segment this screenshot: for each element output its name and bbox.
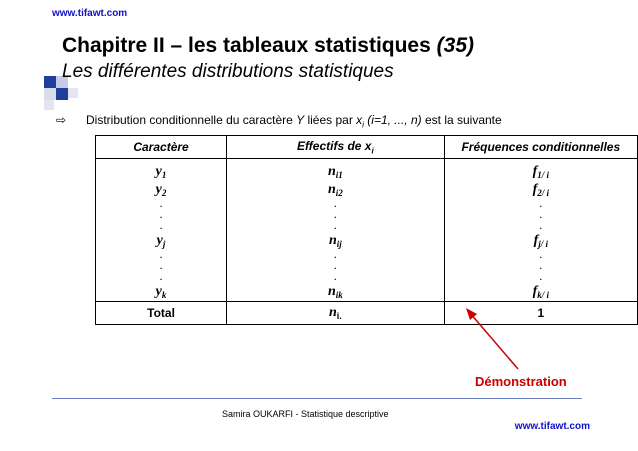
slide-number: (35): [436, 34, 474, 57]
watermark-top: www.tifawt.com: [52, 8, 128, 19]
arrow-right-outline-icon: ⇨: [56, 113, 67, 127]
header-caractere: Caractère: [96, 136, 227, 159]
footer-divider: [52, 398, 582, 399]
total-label: Total: [96, 302, 227, 325]
col-frequences: $f_{1/ i}$ $f_{2/ i}$ . . . $f_{j/ i}$ . . . $f_{k/ i}$: [444, 159, 637, 302]
total-effectif: $n_{i.}$: [227, 302, 445, 325]
col-effectifs: $n_{i1}$ $n_{i2}$ . . . $n_{ij}$ . . . $n_{ik}$: [227, 159, 445, 302]
title-text: Chapitre II – les tableaux statistiques: [62, 34, 437, 57]
slide-subtitle: Les différentes distributions statistiques: [62, 61, 394, 82]
footer-text: Samira OUKARFI - Statistique descriptive: [222, 409, 389, 419]
header-effectifs: Effectifs de $x_i$: [227, 136, 445, 159]
header-frequences: Fréquences conditionnelles: [444, 136, 637, 159]
watermark-bottom: www.tifawt.com: [514, 421, 590, 432]
total-frequence: 1: [444, 302, 637, 325]
bullet-text: Distribution conditionnelle du caractère Y liées par $x_i$ (i=1, ..., n) est la suivante: [86, 113, 502, 130]
col-caractere: $y_1$ $y_2$ . . . $y_j$ . . . $y_k$: [96, 159, 227, 302]
demonstration-label: Démonstration: [475, 374, 567, 389]
